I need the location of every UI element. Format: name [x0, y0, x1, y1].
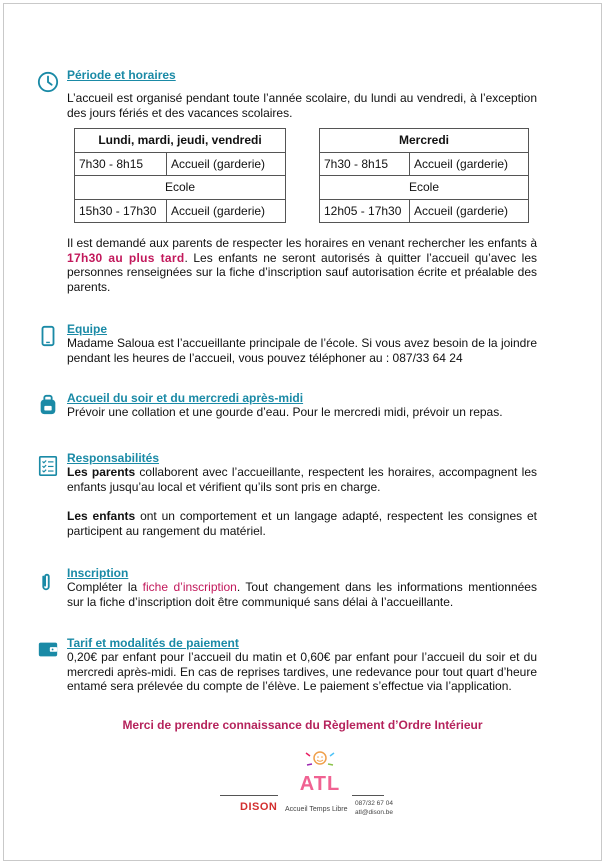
footer-divider-right: [352, 795, 384, 796]
inscription-text-after: . Tout changement dans les informations mentionnées sur la fiche d’inscription doit être communiqué sans délai à l’accueillante.: [67, 580, 537, 609]
table-cell-time: 15h30 - 17h30: [75, 199, 167, 223]
table-row: [320, 199, 529, 223]
table-cell-label: Accueil (garderie): [167, 199, 286, 223]
tarif-text: 0,20€ par enfant pour l’accueil du matin et 0,60€ par enfant pour l’accueil du soir et du mercredi après-midi. En cas de reprises tardives, une redevance pour tout quart d’heure entamé sera prélevée du compte de l’élève. Le paiement s’effectue via l’application.: [67, 650, 537, 693]
section-title-resp: Responsabilités: [67, 451, 160, 465]
section-title-equipe: Equipe: [67, 322, 108, 336]
footer-email: atl@dison.be: [355, 809, 394, 816]
footer-phone: 087/32 67 04: [355, 800, 393, 807]
table-cell-time: 12h05 - 17h30: [320, 199, 410, 223]
table-cell-label: Accueil (garderie): [410, 199, 529, 223]
table-row: [75, 176, 286, 200]
checklist-icon: [36, 454, 60, 478]
dison-logo: DISON: [240, 801, 278, 813]
note-text-after: . Les enfants ne seront autorisés à quitter l’accueil qu’avec les personnes renseignées sur la fiche d’inscription sauf autorisation écrite et préalable des parents.: [67, 250, 537, 294]
atl-subtitle: Accueil Temps Libre: [285, 806, 348, 813]
schedule-table-wednesday: [319, 128, 529, 223]
wallet-icon: [36, 637, 60, 661]
inscription-text: [67, 580, 537, 609]
table-cell-time: 7h30 - 8h15: [320, 152, 410, 176]
periode-intro: L’accueil est organisé pendant toute l’année scolaire, du lundi au vendredi, à l’exception des jours fériés et des vacances scolaires.: [67, 91, 537, 120]
table-header: Lundi, mardi, jeudi, vendredi: [75, 129, 286, 153]
section-title-soir: Accueil du soir et du mercredi après-midi: [67, 391, 304, 405]
atl-logo: [290, 748, 350, 798]
table-cell-merged: Ecole: [75, 176, 286, 200]
table-cell-label: Accueil (garderie): [167, 152, 286, 176]
parents-label: Les parents: [67, 465, 136, 479]
thanks-note: Merci de prendre connaissance du Règlement d’Ordre Intérieur: [122, 718, 483, 732]
table-header: Mercredi: [320, 129, 529, 153]
section-title-inscription: Inscription: [67, 566, 129, 580]
atl-logo-text: ATL: [299, 773, 341, 795]
paperclip-icon: [34, 570, 58, 594]
resp-parents: [67, 465, 537, 494]
registration-form-link[interactable]: fiche d’inscription: [142, 580, 237, 594]
section-title-tarif: Tarif et modalités de paiement: [67, 636, 239, 650]
table-cell-label: Accueil (garderie): [410, 152, 529, 176]
backpack-icon: [36, 393, 60, 417]
table-cell-time: 7h30 - 8h15: [75, 152, 167, 176]
enfants-label: Les enfants: [67, 509, 136, 523]
section-title-periode: Période et horaires: [67, 68, 176, 82]
table-row: [320, 176, 529, 200]
inscription-text-before: Compléter la: [67, 580, 143, 594]
table-row: [75, 199, 286, 223]
footer-contact: [355, 799, 393, 817]
phone-icon: [36, 324, 60, 348]
periode-note: [67, 236, 537, 294]
table-row: [75, 152, 286, 176]
table-row: [320, 152, 529, 176]
schedule-table-week: [74, 128, 286, 223]
resp-enfants: [67, 509, 537, 538]
footer-divider-left: [220, 795, 278, 796]
clock-icon: [36, 70, 60, 94]
pickup-deadline: 17h30 au plus tard: [67, 250, 185, 265]
soir-text: Prévoir une collation et une gourde d’eau. Pour le mercredi midi, prévoir un repas.: [67, 405, 503, 419]
enfants-text: ont un comportement et un langage adapté, respectent les consignes et participent au rangement du matériel.: [67, 509, 537, 538]
note-text-before: Il est demandé aux parents de respecter les horaires en venant rechercher les enfants à: [67, 236, 537, 250]
parents-text: collaborent avec l’accueillante, respectent les horaires, accompagnent les enfants jusqu’au local et vérifient qu’ils sont pris en charge.: [67, 465, 538, 494]
table-cell-merged: Ecole: [320, 176, 529, 200]
equipe-text: Madame Saloua est l’accueillante principale de l’école. Si vous avez besoin de la joindre pendant les heures de l’accueil, vous pouvez téléphoner au : 087/33 64 24: [67, 336, 537, 365]
